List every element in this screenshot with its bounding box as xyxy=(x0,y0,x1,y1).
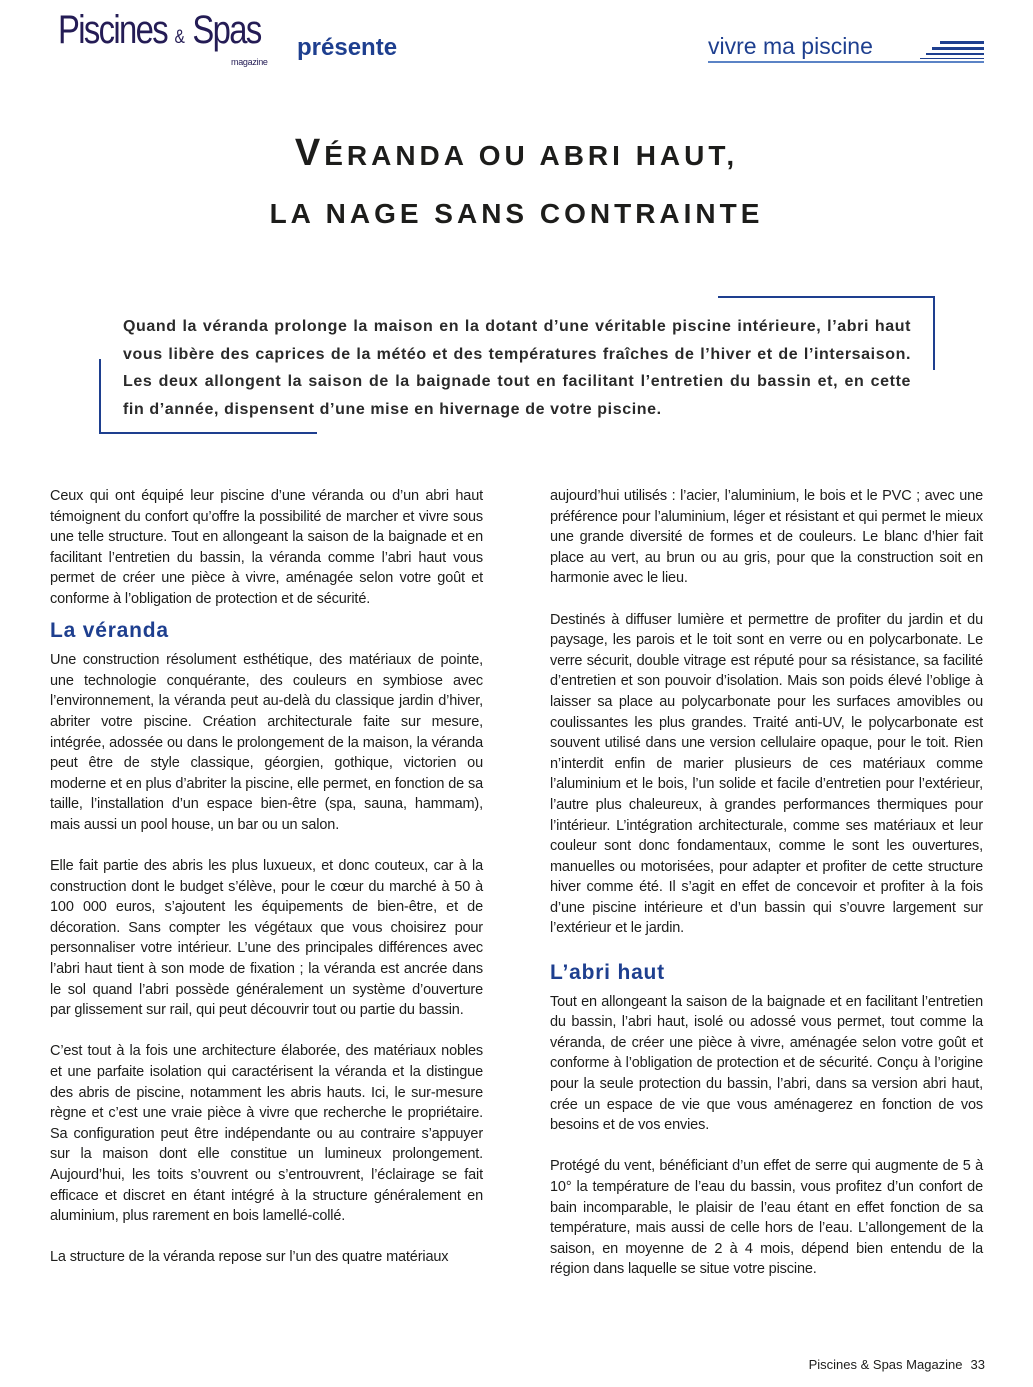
body-paragraph: La structure de la véranda repose sur l’un des quatre matériaux xyxy=(50,1249,449,1266)
right-column xyxy=(550,486,983,1301)
logo-word-spas: Spas xyxy=(192,8,261,52)
presents-label: présente xyxy=(297,34,398,61)
title-line-2: LA NAGE SANS CONTRAINTE xyxy=(269,198,764,229)
article-title xyxy=(0,124,1033,243)
body-paragraph: Une construction résolument esthétique, des matériaux de pointe, une technologie conquérante, des couleurs en symbiose avec l’environnement, la véranda peut au-delà du classique jardin d’hiver, abriter votre piscine. Création architecturale faite sur mesure, intégrée, adossée ou dans le prolongement de la maison, la véranda peut être de style classique, géorgien, gothique, victorien ou moderne et en plus d’abriter la piscine, elle permet, en fonction de sa taille, l’installation d’un espace bien-être (spa, sauna, hammam), mais aussi un pool house, un bar ou un salon. xyxy=(50,652,483,833)
article-lede: Quand la véranda prolonge la maison en la dotant d’une véritable piscine intérieure, l’abri haut vous libère des caprices de la météo et des températures fraîches de l’hiver et de l’intersaison. Les deux allongent la saison de la baignade tout en facilitant l’entretien du bassin et, en cette fin d’année, dispensent d’une mise en hivernage de votre piscine. xyxy=(123,318,911,418)
logo-ampersand: & xyxy=(174,27,185,48)
section-heading-veranda: La véranda xyxy=(50,619,169,643)
title-line-1-text: ÉRANDA OU ABRI HAUT, xyxy=(324,140,739,171)
stripes-icon xyxy=(920,40,984,60)
page-number: 33 xyxy=(970,1357,985,1372)
logo-word-piscines: Piscines xyxy=(58,8,168,52)
body-paragraph: aujourd’hui utilisés : l’acier, l’aluminium, le bois et le PVC ; avec une préférence pour l’aluminium, léger et résistant et qui permet le mieux une grande diversité de formes et de couleurs. Le blanc d’hier fait place au vert, au brun ou au gris, pour que la construction soit en harmonie avec le lieu. xyxy=(550,488,983,587)
section-tag-underline xyxy=(708,61,984,63)
body-paragraph: Protégé du vent, bénéficiant d’un effet de serre qui augmente de 5 à 10° la température de l’eau du bassin, vous profitez d’un confort de bain incomparable, le plaisir de l’eau étant en effet fonction de sa température, mais aussi de celle hors de l’eau. L’allongement de la saison, en moyenne de 2 à 4 mois, dépend bien entendu de la région dans laquelle se situe votre piscine. xyxy=(550,1158,983,1278)
title-drop-cap: V xyxy=(294,132,325,174)
logo-subtitle: magazine xyxy=(231,57,268,67)
body-paragraph: Destinés à diffuser lumière et permettre de profiter du jardin et du paysage, les parois et le toit sont en verre ou en polycarbonate. Le verre sécurit, double vitrage est réputé pour sa résistance, sa facilité d’entretien et son pouvoir d’isolation. Mais son poids élevé l’oblige à laisser sa place au polycarbonate pour les surfaces amovibles ou coulissantes les plus grandes. Traité anti-UV, le polycarbonate est souvent utilisé dans une version cellulaire opaque, pour le toit. Rien n’interdit enfin de marier plusieurs de ces matériaux comme l’aluminium et le bois, l’un solide et facile d’entretien pour l’extérieur, l’autre plus chaleureux, à grandes performances thermiques pour l’intérieur. L’intégration architecturale, comme ses matériaux et leur couleur sont donc fondamentaux, comme le sont les ouvertures, manuelles ou motorisées, pour adapter et profiter de cette structure hiver comme été. Il s’agit en effet de concevoir et profiter à la fois d’une piscine intérieure et d’un bassin qui s’ouvre largement sur l’extérieur et le jardin. xyxy=(550,611,983,937)
intro-paragraph: Ceux qui ont équipé leur piscine d’une véranda ou d’un abri haut témoignent du confort qu’offre la possibilité de marcher et vivre sous une telle structure. Tout en allongeant la saison de la baignade et en facilitant l’entretien du bassin, la véranda comme l’abri haut vous permet de créer une pièce à vivre, aménagée selon votre goût et conforme à l’obligation de protection et de sécurité. xyxy=(50,488,483,607)
footer-publication: Piscines & Spas Magazine xyxy=(808,1357,963,1372)
title-line-1 xyxy=(0,124,1033,185)
page-footer xyxy=(809,1356,985,1374)
body-paragraph: Elle fait partie des abris les plus luxueux, et donc couteux, car à la construction dont le budget s’élève, pour le cœur du marché à 50 à 100 000 euros, s’ajoutent les équipements de bien-être, et de décoration. Sans compter les végétaux que vous choisirez pour personnaliser votre intérieur. L’une des principales différences avec l’abri haut tient à son mode de fixation ; la véranda est ancrée dans le sol quand l’abri possède généralement un système d’ouverture par glissement sur rail, qui peut découvrir tout ou partie du bassin. xyxy=(50,858,483,1019)
body-paragraph: C’est tout à la fois une architecture élaborée, des matériaux nobles et une parfaite isolation qui caractérisent la véranda et la distingue des abris de piscine, notamment les abris hauts. Ici, le sur-mesure règne et c’est une vraie pièce à vivre que recherche le propriétaire. Sa configuration peut être indépendante ou au contraire s’appuyer sur la maison dont elle constitue un lumineux prolongement. Aujourd’hui, les toits s’ouvrent ou s’entrouvrent, l’éclairage se fait efficace et discret en étant intégré à la structure généralement en aluminium, plus rarement en bois lamellé-collé. xyxy=(50,1043,483,1225)
body-paragraph: Tout en allongeant la saison de la baignade et en facilitant l’entretien du bassin, l’abri haut, isolé ou adossé vous permet, tout comme la véranda, de créer une pièce à vivre, aménagée selon votre goût et conforme à l’obligation de protection et de sécurité. Conçu à l’origine pour la seule protection du bassin, l’abri, dans sa version abri haut, crée un espace de vie que vous aménagerez en fonction de vos besoins et de vos envies. xyxy=(550,993,983,1134)
section-heading-abri-haut: L’abri haut xyxy=(550,960,665,984)
left-column xyxy=(50,486,483,1289)
logo-wordmark xyxy=(58,6,261,62)
section-tag xyxy=(708,32,984,62)
section-tag-label: vivre ma piscine xyxy=(708,33,873,59)
